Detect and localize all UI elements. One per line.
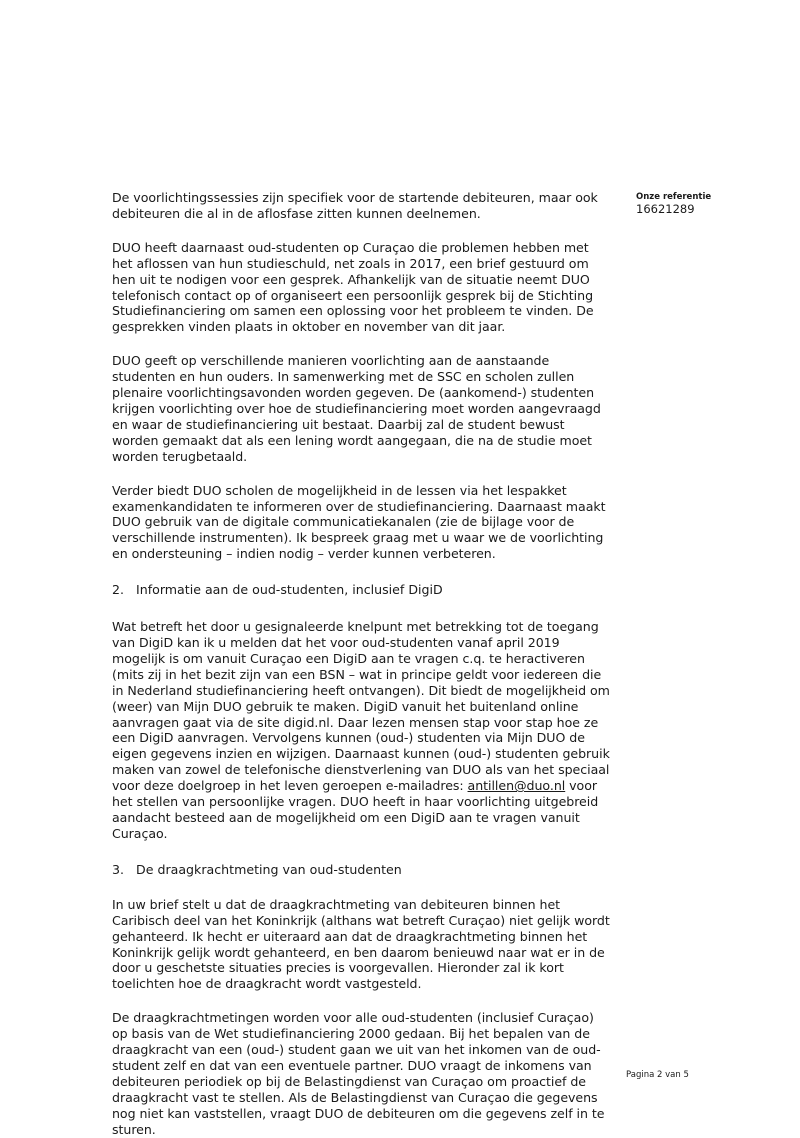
section-heading xyxy=(112,582,612,598)
section-number: 2. xyxy=(112,582,125,598)
paragraph: In uw brief stelt u dat de draagkrachtmeting van debiteuren binnen het Caribisch deel van het Koninkrijk (althans wat betreft Curaçao) niet gelijk wordt gehanteerd. Ik hecht er uiteraard aan dat de draagkrachtmeting binnen het Koninkrijk gelijk wordt gehanteerd, en ben daarom benieuwd naar wat er in de door u geschetste situaties precies is voorgevallen. Hieronder zal ik kort toelichten hoe de draagkracht wordt vastgesteld. xyxy=(112,896,610,992)
paragraph: DUO geeft op verschillende manieren voorlichting aan de aanstaande studenten en hun ouders. In samenwerking met de SSC en scholen zullen plenaire voorlichtingsavonden worden gegeven. De (aankomend-) studenten krijgen voorlichting over hoe de studiefinanciering moet worden aangevraagd en waar de studiefinanciering uit bestaat. Daarbij zal de student bewust worden gemaakt dat als een lening wordt aangegaan, die na de studie moet worden terugbetaald. xyxy=(112,353,601,464)
reference-number: 16621289 xyxy=(636,202,695,216)
paragraph-text: voor het stellen van persoonlijke vragen. DUO heeft in haar voorlichting uitgebreid aandacht besteed aan de mogelijkheid om een DigiD aan te vragen vanuit Curaçao. xyxy=(112,778,599,841)
paragraph xyxy=(112,619,612,842)
email-link[interactable]: antillen@duo.nl xyxy=(467,778,566,794)
letter-body xyxy=(112,190,612,1138)
section-number: 3. xyxy=(112,861,125,877)
paragraph: De voorlichtingssessies zijn specifiek voor de startende debiteuren, maar ook debiteuren die al in de aflosfase zitten kunnen deelnemen. xyxy=(112,190,598,221)
paragraph-text: Wat betreft het door u gesignaleerde knelpunt met betrekking tot de toegang van DigiD kan ik u melden dat het voor oud-studenten vanaf april 2019 mogelijk is om vanuit Curaçao een DigiD aan te vragen c.q. te heractiveren (mits zij in het bezit zijn van een BSN – wat in principe geldt voor iedereen die in Nederland studiefinanciering heeft ontvangen). Dit biedt de mogelijkheid om (weer) van Mijn DUO gebruik te maken. DigiD vanuit het buitenland online aanvragen gaat via de site digid.nl. Daar lezen mensen stap voor stap hoe ze een DigiD aanvragen. Vervolgens kunnen (oud-) studenten via Mijn DUO de eigen gegevens inzien en wijzigen. Daarnaast kunnen (oud-) studenten gebruik maken van zowel de telefonische dienstverlening van DUO als van het speciaal voor deze doelgroep in het leven geroepen e-mailadres: xyxy=(112,619,610,794)
section-title: De draagkrachtmeting van oud-studenten xyxy=(136,861,402,877)
section-heading xyxy=(112,862,612,878)
page-number: Pagina 2 van 5 xyxy=(626,1070,689,1080)
paragraph: Verder biedt DUO scholen de mogelijkheid in de lessen via het lespakket examenkandidaten te informeren over de studiefinanciering. Daarnaast maakt DUO gebruik van de digitale communicatiekanalen (zie de bijlage voor de verschillende instrumenten). Ik bespreek graag met u waar we de voorlichting en ondersteuning – indien nodig – verder kunnen verbeteren. xyxy=(112,482,606,562)
paragraph: De draagkrachtmetingen worden voor alle oud-studenten (inclusief Curaçao) op basis van de Wet studiefinanciering 2000 gedaan. Bij het bepalen van de draagkracht van een (oud-) student gaan we uit van het inkomen van de oud-student zelf en dat van een eventuele partner. DUO vraagt de inkomens van debiteuren periodiek op bij de Belastingdienst van Curaçao om proactief de draagkracht vast te stellen. Als de Belastingdienst van Curaçao die gegevens nog niet kan vaststellen, vraagt DUO de debiteuren om die gegevens zelf in te sturen. xyxy=(112,1010,605,1137)
paragraph: DUO heeft daarnaast oud-studenten op Curaçao die problemen hebben met het aflossen van hun studieschuld, net zoals in 2017, een brief gestuurd om hen uit te nodigen voor een gesprek. Afhankelijk van de situatie neemt DUO telefonisch contact op of organiseert een persoonlijk gesprek bij de Stichting Studiefinanciering om samen een oplossing voor het probleem te vinden. De gesprekken vinden plaats in oktober en november van dit jaar. xyxy=(112,239,594,335)
section-title: Informatie aan de oud-studenten, inclusief DigiD xyxy=(136,582,443,598)
reference-block xyxy=(636,192,756,216)
reference-label: Onze referentie xyxy=(636,192,712,202)
